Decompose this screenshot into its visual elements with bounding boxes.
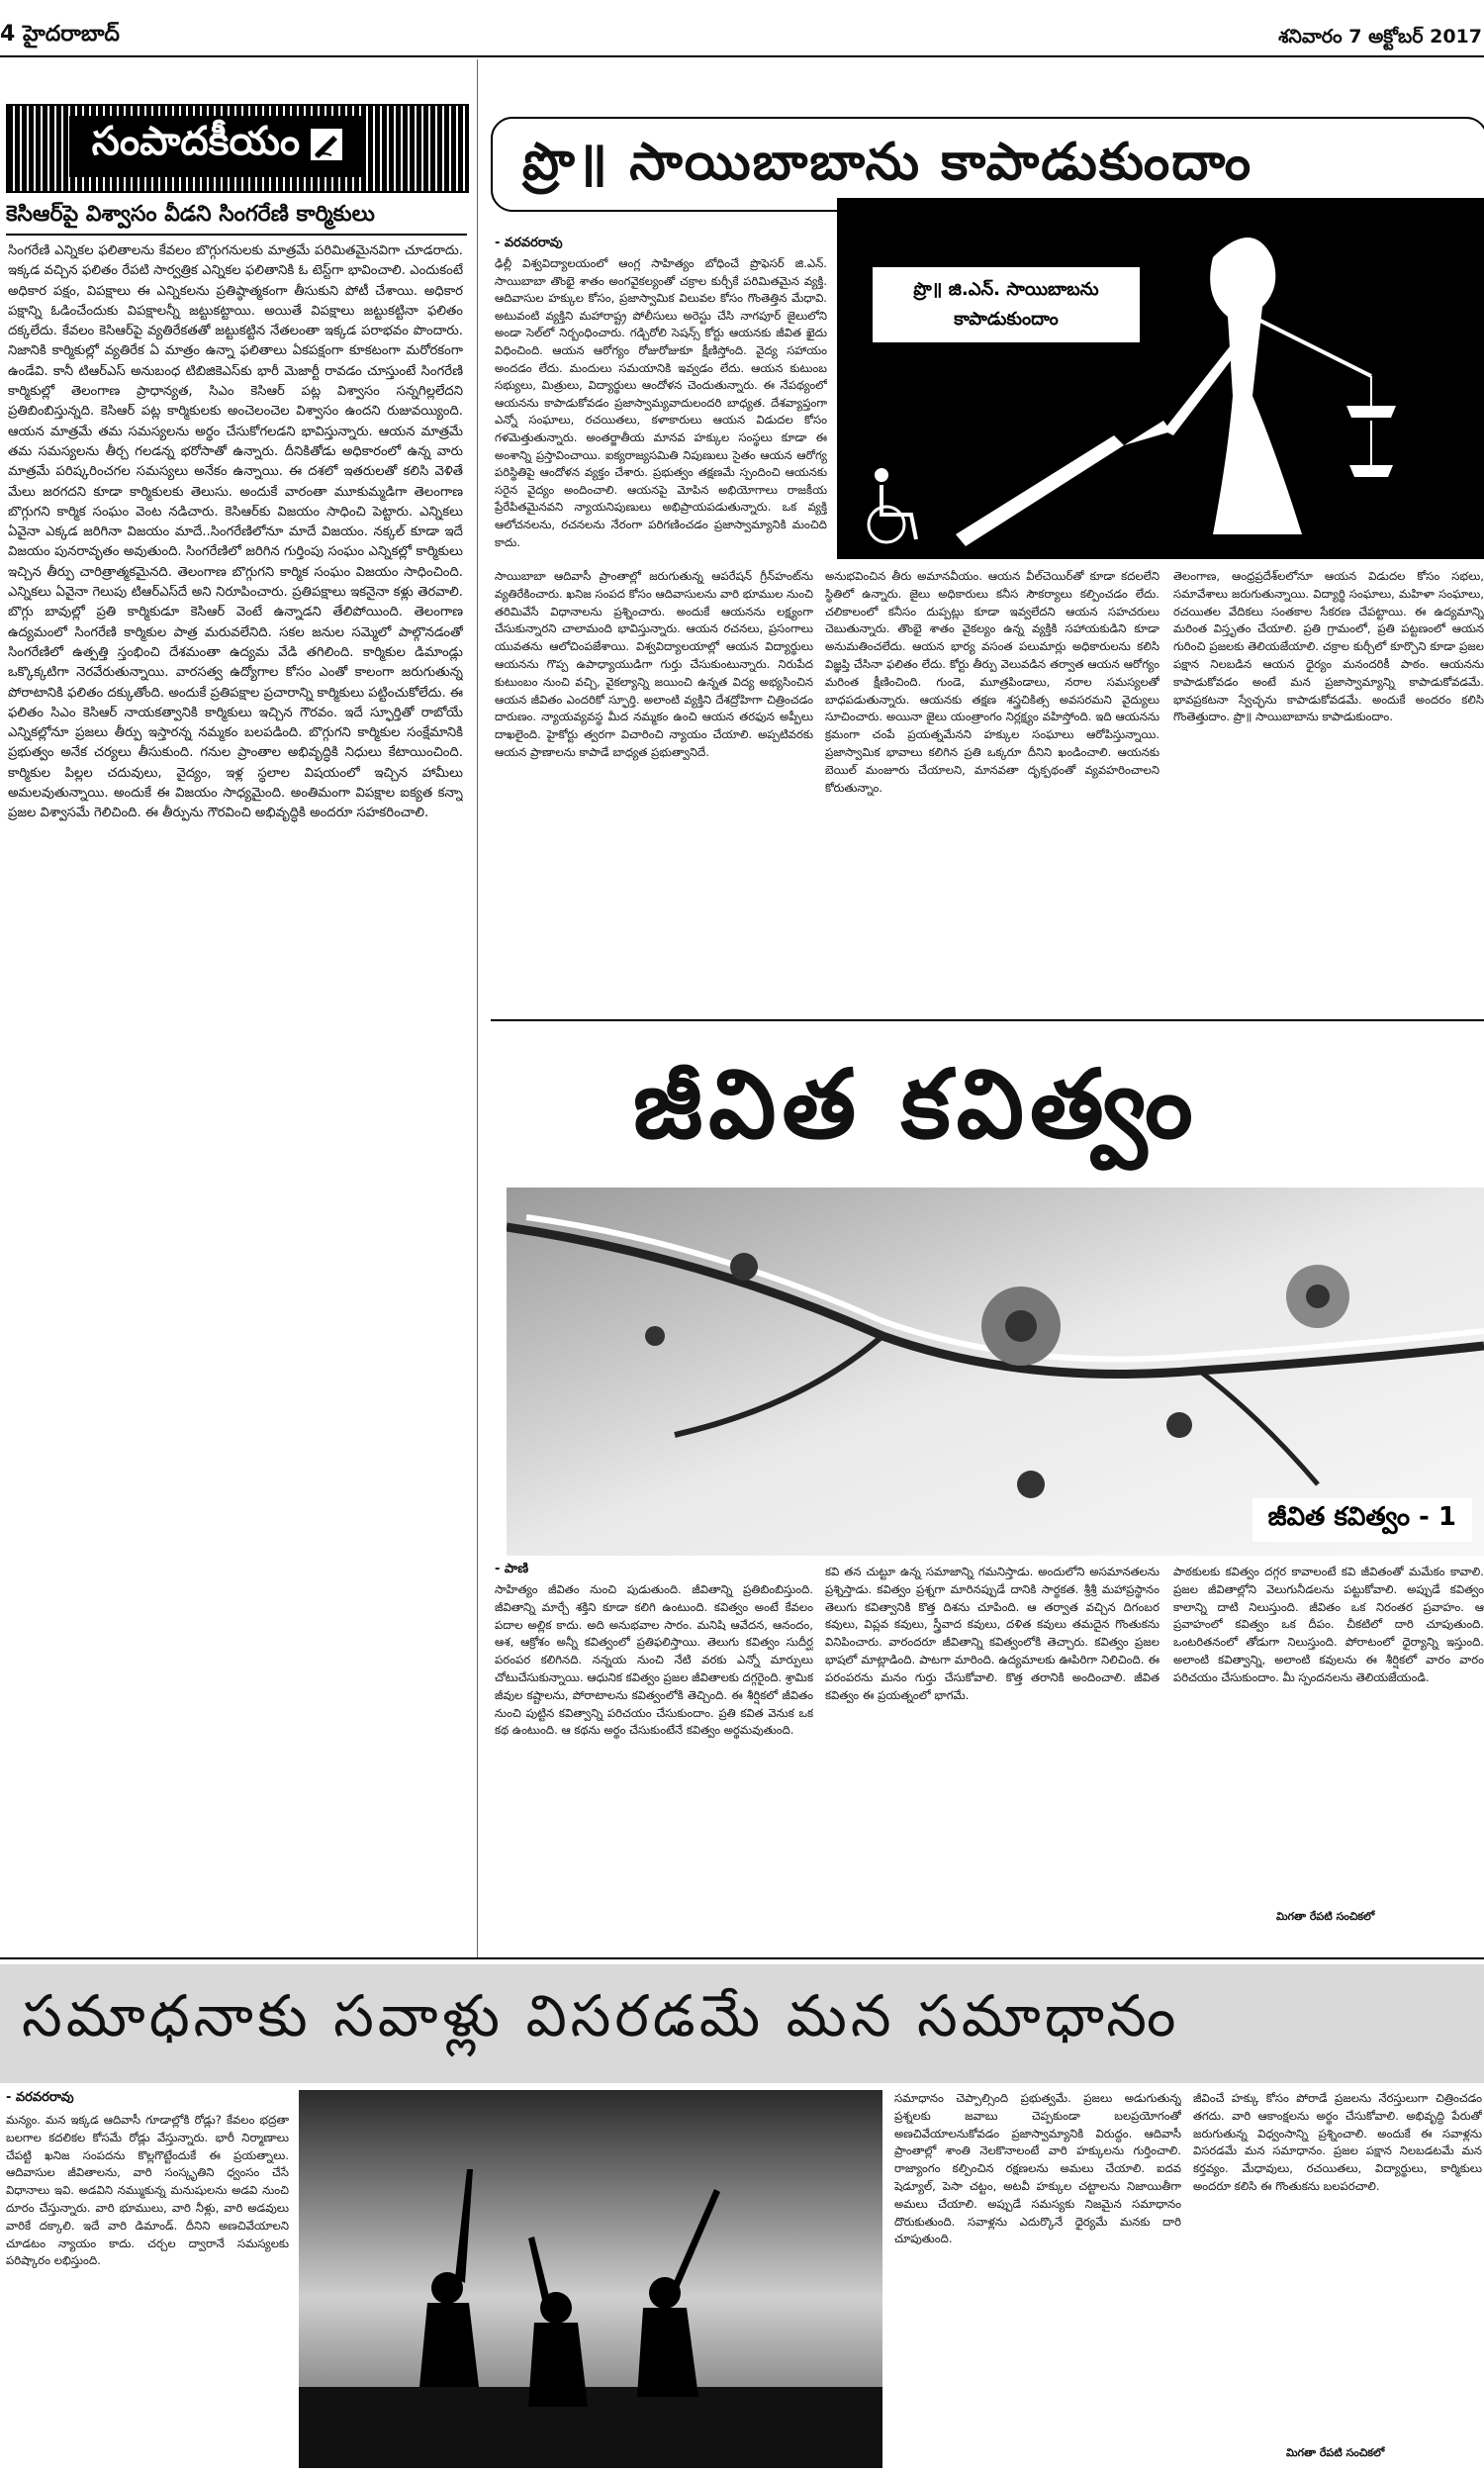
saibaba-image-caption: ప్రొ॥ జి.ఎన్. సాయిబాబను కాపాడుకుందాం [873,267,1140,342]
page-number: 4 హైదరాబాద్ [0,22,120,47]
bottom-title-band [0,1964,1484,2083]
poetry-text-col-2: కవి తన చుట్టూ ఉన్న సమాజాన్ని గమనిస్తాడు. అందులోని అసమానతలను ప్రశ్నిస్తాడు. కవిత్వం ప్రశ్నగా మారినప్పుడే దానికి సార్థకత. శ్రీశ్రీ మహాప్రస్థానం తెలుగు కవిత్వానికి కొత్త దిశను చూపింది. ఆ తర్వాత వచ్చిన దిగంబర కవులు, విప్లవ కవులు, స్త్రీవాద కవులు, దళిత కవులు తమదైన గొంతుకను వినిపించారు. వారందరూ జీవితాన్ని కవిత్వంలోకి తెచ్చారు. కవిత్వం ప్రజల భాషలో మాట్లాడింది. పాటగా మారింది. ఉద్యమాలకు ఊపిరిగా నిలిచింది. ఈ పరంపరను మనం గుర్తు చేసుకోవాలి. కొత్త తరానికి అందించాలి. జీవిత కవిత్వం ఈ ప్రయత్నంలో భాగమే. [825,1565,1159,1702]
editorial-headline-rule [6,234,467,236]
poetry-photo [507,1188,1484,1556]
issue-date: శనివారం 7 అక్టోబర్ 2017 [1278,26,1482,48]
saibaba-illustration [837,198,1484,559]
section-rule-1 [491,1019,1484,1021]
saibaba-intro-text: ఢిల్లీ విశ్వవిద్యాలయంలో ఆంగ్ల సాహిత్యం బోధించే ప్రొఫెసర్ జి.ఎన్. సాయిబాబా తొంభై శాతం అంగవైకల్యంతో చక్రాల కుర్చీకే పరిమితమైన వ్యక్తి. ఆదివాసుల హక్కుల కోసం, ప్రజాస్వామిక విలువల కోసం గొంతెత్తిన మేధావి. అటువంటి వ్యక్తిని మహారాష్ట్ర పోలీసులు అరెస్టు చేసి నాగపూర్ జైలులోని అండా సెల్‌లో నిర్బంధించారు. గడ్చిరోలి సెషన్స్ కోర్టు ఆయనకు జీవిత ఖైదు విధించింది. ఆయన ఆరోగ్యం రోజురోజుకూ క్షీణిస్తోంది. వైద్య సహాయం అందడం లేదు. మందులు సమయానికి ఇవ్వడం లేదు. ఆయన కుటుంబ సభ్యులు, మిత్రులు, విద్యార్థులు ఆందోళన చెందుతున్నారు. ఈ నేపథ్యంలో ఆయనను కాపాడుకోవడం ప్రజాస్వామ్యవాదులందరి బాధ్యత. దేశవ్యాప్తంగా ఎన్నో సంఘాలు, రచయితలు, కళాకారులు ఆయన విడుదల కోసం గళమెత్తుతున్నారు. అంతర్జాతీయ మానవ హక్కుల సంస్థలు కూడా ఈ అంశాన్ని ప్రస్తావించాయి. ఐక్యరాజ్యసమితి నిపుణులు సైతం ఆయన ఆరోగ్య పరిస్థితిపై ఆందోళన వ్యక్తం చేశారు. ప్రభుత్వం తక్షణమే స్పందించి ఆయనకు సరైన వైద్యం అందించాలి. ఆయనపై మోపిన అభియోగాలు రాజకీయ ప్రేరేపితమైనవని న్యాయనిపుణులు అభిప్రాయపడుతున్నారు. ఒక వ్యక్తి ఆలోచనలను, రచనలను నేరంగా పరిగణించడం ప్రజాస్వామ్యానికి మంచిది కాదు. [495,256,827,549]
saibaba-byline: - వరవరరావు [495,236,563,250]
pen-icon [310,128,343,165]
poetry-title: జీవిత కవిత్వం [633,1049,1199,1160]
poetry-continued-note: మిగతా రేపటి సంచికలో [1276,1910,1375,1923]
armed-silhouettes-photo [299,2090,882,2468]
bottom-text-col-3: జీవించే హక్కు కోసం పోరాడే ప్రజలను నేరస్తులుగా చిత్రించడం తగదు. వారి ఆకాంక్షలను అర్థం చేసుకోవాలి. అభివృద్ధి పేరుతో జరుగుతున్న విధ్వంసాన్ని ప్రశ్నించాలి. అందుకే ఈ సవాళ్లను విసరడమే మన సమాధానం. ప్రజల పక్షాన నిలబడటమే మన కర్తవ్యం. మేధావులు, రచయితలు, విద్యార్థులు, కార్మికులు అందరూ కలిసి ఈ గొంతుకను బలపరచాలి. [1193,2091,1482,2193]
editorial-banner [6,104,469,193]
poetry-byline: - పాణి [495,1562,529,1576]
saibaba-title: ప్రొ॥ సాయిబాబాను కాపాడుకుందాం [522,133,1253,192]
poetry-text-col-1: సాహిత్యం జీవితం నుంచి పుడుతుంది. జీవితాన్ని ప్రతిబింబిస్తుంది. జీవితాన్ని మార్చే శక్తిని కూడా కలిగి ఉంటుంది. కవిత్వం అంటే కేవలం పదాల అల్లిక కాదు. అది అనుభవాల సారం. మనిషి ఆవేదన, ఆనందం, ఆశ, ఆక్రోశం అన్నీ కవిత్వంలో ప్రతిఫలిస్తాయి. తెలుగు కవిత్వం సుదీర్ఘ పరంపర కలిగినది. నన్నయ నుంచి నేటి వరకు ఎన్నో మార్పులు చోటుచేసుకున్నాయి. ఆధునిక కవిత్వం ప్రజల జీవితాలకు దగ్గరైంది. శ్రామిక జీవుల కష్టాలను, పోరాటాలను కవిత్వంలోకి తెచ్చింది. ఈ శీర్షికలో జీవితం నుంచి పుట్టిన కవిత్వాన్ని పరిచయం చేసుకుందాం. ప్రతి కవిత వెనుక ఒక కథ ఉంటుంది. ఆ కథను అర్థం చేసుకుంటేనే కవిత్వం అర్థమవుతుంది. [495,1582,813,1738]
bottom-continued-note: మిగతా రేపటి సంచికలో [1286,2446,1385,2459]
saibaba-text-col-1: అనుభవించిన తీరు అమానవీయం. ఆయన వీల్‌చెయిర్‌తో కూడా కదలలేని స్థితిలో ఉన్నారు. జైలు అధికారులు కనీస సౌకర్యాలు కల్పించడం లేదు. చలికాలంలో కనీసం దుప్పట్లు కూడా ఇవ్వలేదని ఆయన సహచరులు చెబుతున్నారు. తొంభై శాతం వైకల్యం ఉన్న వ్యక్తికి సహాయకుడిని కూడా అనుమతించలేదు. ఆయన భార్య వసంత పలుమార్లు అధికారులను కలిసి విజ్ఞప్తి చేసినా ఫలితం లేదు. కోర్టు తీర్పు వెలువడిన తర్వాత ఆయన ఆరోగ్యం మరింత క్షీణించింది. గుండె, మూత్రపిండాలు, నరాల సమస్యలతో బాధపడుతున్నారు. ఆయనకు తక్షణ శస్త్రచికిత్స అవసరమని వైద్యులు సూచించారు. అయినా జైలు యంత్రాంగం నిర్లక్ష్యం వహిస్తోంది. ఇది ఆయనను క్రమంగా చంపే ప్రయత్నమేనని హక్కుల సంఘాలు ఆరోపిస్తున్నాయి. ప్రజాస్వామిక భావాలు కలిగిన ప్రతి ఒక్కరూ దీనిని ఖండించాలి. ఆయనకు బెయిల్ మంజూరు చేయాలని, మానవతా దృక్పథంతో వ్యవహరించాలని కోరుతున్నాం. [825,569,1159,795]
lady-justice-illustration [837,198,1484,559]
bottom-byline: - వరవరరావు [6,2090,74,2105]
saibaba-text-col-3: తెలంగాణ, ఆంధ్రప్రదేశ్‌లలోనూ ఆయన విడుదల కోసం సభలు, సమావేశాలు జరుగుతున్నాయి. విద్యార్థి సంఘాలు, మహిళా సంఘాలు, రచయితల వేదికలు సంతకాల సేకరణ చేపట్టాయి. ఈ ఉద్యమాన్ని మరింత విస్తృతం చేయాలి. ప్రతి గ్రామంలో, ప్రతి పట్టణంలో ఆయన గురించి ప్రజలకు తెలియజేయాలి. చక్రాల కుర్చీలో కూర్చొని కూడా ప్రజల పక్షాన నిలబడిన ఆయన ధైర్యం మనందరికీ పాఠం. ఆయనను కాపాడుకోవడం అంటే మన ప్రజాస్వామ్యాన్ని కాపాడుకోవడమే. భావప్రకటనా స్వేచ్ఛను కాపాడుకోవడమే. అందుకే అందరం కలిసి గొంతెత్తుదాం. ప్రొ॥ సాయిబాబాను కాపాడుకుందాం. [1173,569,1484,724]
poetry-text-col-3: పాఠకులకు కవిత్వం దగ్గర కావాలంటే కవి జీవితంతో మమేకం కావాలి. ప్రజల జీవితాల్లోని వెలుగునీడలను పట్టుకోవాలి. అప్పుడే కవిత్వం కాలాన్ని దాటి నిలుస్తుంది. జీవితం ఒక నిరంతర ప్రవాహం. ఆ ప్రవాహంలో కవిత్వం ఒక దీపం. చీకటిలో దారి చూపుతుంది. ఒంటరితనంలో తోడుగా నిలుస్తుంది. పోరాటంలో ధైర్యాన్ని ఇస్తుంది. అలాంటి కవిత్వాన్ని, అలాంటి కవులను ఈ శీర్షికలో వారం వారం పరిచయం చేసుకుందాం. మీ స్పందనలను తెలియజేయండి. [1173,1565,1484,1684]
editorial-headline: కెసిఆర్‌పై విశ్వాసం వీడని సింగరేణి కార్మికులు [6,202,375,227]
column-divider [477,59,478,1959]
section-rule-2 [0,1957,1484,1959]
bottom-text-col-1: మన్యం. మన ఇక్కడ ఆదివాసీ గూడాల్లోకి రోడ్లు? కేవలం భద్రతా బలగాల కదలికల కోసమే రోడ్లు వేస్తున్నారు. భారీ నిర్మాణాలు చేపట్టి ఖనిజ సంపదను కొల్లగొట్టేందుకే ఈ ప్రయత్నాలు. ఆదివాసుల జీవితాలను, వారి సంస్కృతిని ధ్వంసం చేసే విధానాలు ఇవి. అడవిని నమ్ముకున్న మనుషులను అడవి నుంచి దూరం చేస్తున్నారు. వారి భూములు, వారి నీళ్లు, వారి అడవులు వారికే దక్కాలి. ఇదే వారి డిమాండ్. దీనిని అణచివేయాలని చూడటం న్యాయం కాదు. చర్చల ద్వారానే సమస్యలకు పరిష్కారం లభిస్తుంది. [6,2113,289,2268]
saibaba-text-col-2: సాయిబాబా ఆదివాసీ ప్రాంతాల్లో జరుగుతున్న ఆపరేషన్ గ్రీన్‌హంట్‌ను వ్యతిరేకించారు. ఖనిజ సంపద కోసం ఆదివాసులను వారి భూముల నుంచి తరిమివేసే విధానాలను ప్రశ్నించారు. అందుకే ఆయనను లక్ష్యంగా చేసుకున్నారని చాలామంది భావిస్తున్నారు. ఆయన రచనలు, ప్రసంగాలు యువతను ఆలోచింపజేశాయి. విశ్వవిద్యాలయాల్లో ఆయన విద్యార్థులు ఆయనను గొప్ప ఉపాధ్యాయుడిగా గుర్తు చేసుకుంటున్నారు. నిరుపేద కుటుంబం నుంచి వచ్చి, వైకల్యాన్ని జయించి ఉన్నత విద్య అభ్యసించిన ఆయన జీవితం ఎందరికో స్ఫూర్తి. అలాంటి వ్యక్తిని దేశద్రోహిగా చిత్రించడం దారుణం. న్యాయవ్యవస్థ మీద నమ్మకం ఉంచి ఆయన తరఫున అప్పీలు దాఖలైంది. హైకోర్టు త్వరగా విచారించి న్యాయం చేయాలి. అప్పటివరకు ఆయన ప్రాణాలను కాపాడే బాధ్యత ప్రభుత్వానిదే. [495,569,813,759]
bottom-photo [299,2090,882,2468]
editorial-section-label: సంపాదకీయం [91,119,301,164]
poetry-series-label: జీవిత కవిత్వం - 1 [1252,1498,1472,1542]
bottom-title: సమాధనాకు సవాళ్లు విసరడమే మన సమాధానం [22,1982,1180,2049]
bottom-text-col-2: సమాధానం చెప్పాల్సింది ప్రభుత్వమే. ప్రజలు అడుగుతున్న ప్రశ్నలకు జవాబు చెప్పకుండా బలప్రయోగంతో అణచివేయాలనుకోవడం ప్రజాస్వామ్యానికి విరుద్ధం. ఆదివాసీ ప్రాంతాల్లో శాంతి నెలకొనాలంటే వారి హక్కులను గుర్తించాలి. రాజ్యాంగం కల్పించిన రక్షణలను అమలు చేయాలి. ఐదవ షెడ్యూల్, పెసా చట్టం, అటవీ హక్కుల చట్టాలను నిజాయితీగా అమలు చేయాలి. అప్పుడే సమస్యకు నిజమైన సమాధానం దొరుకుతుంది. సవాళ్లను ఎదుర్కొనే ధైర్యమే మనకు దారి చూపుతుంది. [894,2091,1181,2246]
editorial-body: సింగరేణి ఎన్నికల ఫలితాలను కేవలం బొగ్గుగనులకు మాత్రమే పరిమితమైనవిగా చూడరాదు. ఇక్కడ వచ్చిన ఫలితం రేపటి సార్వత్రిక ఎన్నికల ఫలితానికి ఓ టెస్ట్‌గా భావించాలి. ఎందుకంటే అధికార పక్షం, విపక్షాలు ఈ ఎన్నికలను ప్రతిష్ఠాత్మకంగా తీసుకుని పోటీ చేశాయి. అధికార పక్షాన్ని ఓడించేందుకు విపక్షాలన్నీ జట్టుకట్టాయి. అయితే విపక్షాలు జట్టుకట్టినా ఫలితం దక్కలేదు. కేవలం కెసిఆర్‌పై వ్యతిరేకతతో జట్టుకట్టిన నేతలంతా ఇక్కడ పరాభవం పొందారు. నిజానికి కార్మికుల్లో వ్యతిరేక ఏ మాత్రం ఉన్నా ఫలితాలు ఏకపక్షంగా కూకటంగా మరోరకంగా ఉండేవి. కానీ టిఆర్‌ఎస్ అనుబంధ టిబిజికెఎస్‌కు భారీ మెజార్టీ రావడం చూస్తుంటే సింగరేణి కార్మికుల్లో తెలంగాణ ప్రాధాన్యత, సిఎం కెసిఆర్ పట్ల విశ్వాసం సన్నగిల్లలేదని ప్రతిబింబిస్తున్నది. కెసిఆర్ పట్ల కార్మికులకు అంచెలంచెల విశ్వాసం ఉందని రుజువయ్యింది. ఆయన మాత్రమే తమ సమస్యలను అర్థం చేసుకోగలడని భావిస్తున్నారు. ఆయన మాత్రమే తమ సమస్యలను తీర్చ గలడన్న భరోసాతో ఉన్నారు. దీనికితోడు అధికారంలో ఉన్న వారు మాత్రమే పరిష్కరించగల సమస్యలు అనేకం ఉన్నాయి. ఈ దశలో ఇతరులతో కలిసి వెళితే మేలు జరగదని కూడా కార్మికులకు తెలుసు. అందుకే వారంతా మూకుమ్మడిగా తెలంగాణ బొగ్గుగని కార్మిక సంఘం వెంట నడిచారు. కెసిఆర్‌కు విజయం సాధించి పెట్టారు. ఎన్నికలు ఏవైనా ఎక్కడ జరిగినా విజయం మాదే..సింగరేణిలోనూ మాదే విజయం. నక్కల్‌ కూడా ఇదే విజయం పునరావృతం అవుతుంది. సింగరేణిలో జరిగిన గుర్తింపు సంఘం ఎన్నికల్లో కార్మికులు ఇచ్చిన తీర్పు చారిత్రాత్మకమైనది. తెలంగాణ బొగ్గుగని కార్మిక సంఘం విజయం సాధించింది. ఎన్నికలు ఏవైనా గెలుపు టిఆర్‌ఎస్‌దే అని నిరూపించారు. ప్రతిపక్షాలు ఇకనైనా కళ్లు తెరవాలి. బొగ్గు బావుల్లో ప్రతి కార్మికుడూ కెసిఆర్ వెంటే ఉన్నాడని తేలిపోయింది. తెలంగాణ ఉద్యమంలో సింగరేణి కార్మికుల పాత్ర మరువలేనిది. సకల జనుల సమ్మెలో పాల్గొనడంతో సింగరేణిలో ఉత్పత్తి స్తంభించి దేశమంతా ఉద్యమ వేడి తగిలింది. కార్మికుల డిమాండ్లు ఒక్కొక్కటిగా నెరవేరుతున్నాయి. వారసత్వ ఉద్యోగాల కోసం ఎంతో కాలంగా జరుగుతున్న పోరాటానికి ఫలితం దక్కుతోంది. అందుకే ప్రతిపక్షాల ప్రచారాన్ని కార్మికులు పట్టించుకోలేదు. ఈ ఫలితం సిఎం కెసిఆర్ నాయకత్వానికి కార్మికులు ఇచ్చిన గౌరవం. ఇదే స్ఫూర్తితో రాబోయే ఎన్నికల్లోనూ ప్రజలు తీర్పు ఇస్తారన్న నమ్మకం బలపడింది. బొగ్గుగని కార్మికుల సంక్షేమానికి ప్రభుత్వం అనేక చర్యలు తీసుకుంది. గనుల ప్రాంతాల అభివృద్ధికి నిధులు కేటాయించింది. కార్మికుల పిల్లల చదువులు, వైద్యం, ఇళ్ల స్థలాల విషయంలో ఇచ్చిన హామీలు అమలవుతున్నాయి. అందుకే ఈ విజయం సాధ్యమైంది. అంతిమంగా విపక్షాల ఐక్యత కన్నా ప్రజల విశ్వాసమే గెలిచింది. ఈ తీర్పును గౌరవించి అభివృద్ధికి అందరూ సహకరించాలి. [8,243,463,821]
masthead-rule [0,55,1484,57]
